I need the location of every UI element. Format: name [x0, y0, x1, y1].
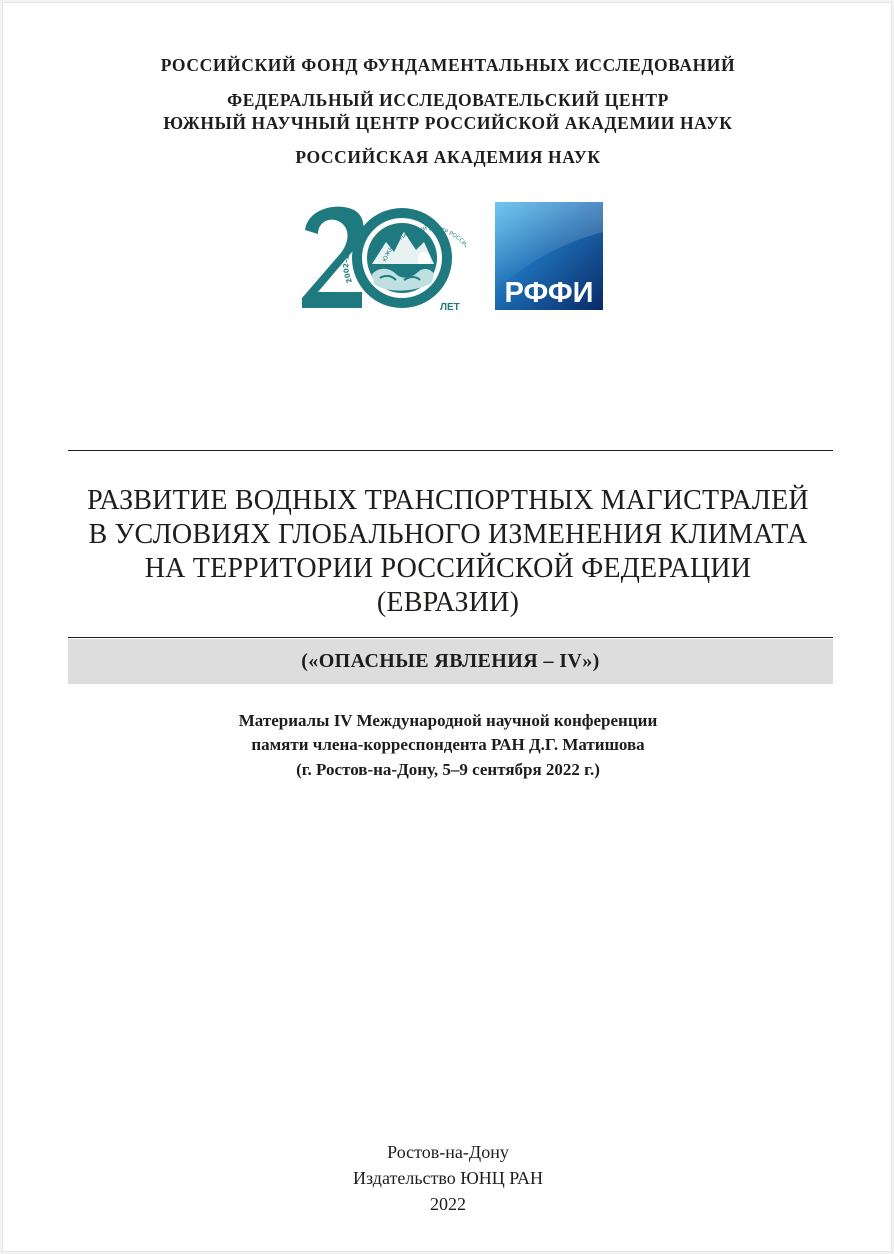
title-line-1: РАЗВИТИЕ ВОДНЫХ ТРАНСПОРТНЫХ МАГИСТРАЛЕЙ — [87, 485, 809, 516]
imprint-city: Ростов-на-Дону — [387, 1142, 509, 1162]
header-line-ssc: ЮЖНЫЙ НАУЧНЫЙ ЦЕНТР РОССИЙСКОЙ АКАДЕМИИ НАУК — [163, 113, 733, 133]
divider-top — [68, 450, 833, 451]
anniversary-logo — [300, 202, 466, 314]
header-line-ras: РОССИЙСКАЯ АКАДЕМИЯ НАУК — [295, 147, 601, 167]
title-line-4: (ЕВРАЗИИ) — [376, 587, 520, 618]
anniversary-years-label: ЛЕТ — [440, 302, 460, 313]
description-line-2: памяти члена-корреспондента РАН Д.Г. Матишова — [251, 735, 645, 754]
subtitle-band: («ОПАСНЫЕ ЯВЛЕНИЯ – IV») — [68, 639, 833, 684]
anniversary-years-range: 2002–2022 — [342, 238, 357, 285]
title-line-3: НА ТЕРРИТОРИИ РОССИЙСКОЙ ФЕДЕРАЦИИ — [144, 553, 752, 584]
header-line-rffr: РОССИЙСКИЙ ФОНД ФУНДАМЕНТАЛЬНЫХ ИССЛЕДОВАНИЙ — [160, 55, 736, 75]
title-line-2: В УСЛОВИЯХ ГЛОБАЛЬНОГО ИЗМЕНЕНИЯ КЛИМАТА — [88, 519, 808, 550]
rffi-logo-text: РФФИ — [504, 277, 594, 309]
description-line-3: (г. Ростов-на-Дону, 5–9 сентября 2022 г.) — [296, 760, 600, 779]
header-line-fic: ФЕДЕРАЛЬНЫЙ ИССЛЕДОВАТЕЛЬСКИЙ ЦЕНТР — [227, 90, 669, 110]
anniversary-ring-text: ЮЖНЫЙ НАУЧНЫЙ ЦЕНТР РОСС — [382, 226, 465, 263]
divider-subtitle — [68, 637, 833, 638]
imprint-year: 2022 — [430, 1194, 466, 1214]
imprint-publisher: Издательство ЮНЦ РАН — [353, 1168, 543, 1188]
rffi-logo — [495, 202, 603, 310]
title-page — [2, 2, 892, 1252]
description-line-1: Материалы IV Международной научной конференции — [238, 711, 658, 730]
